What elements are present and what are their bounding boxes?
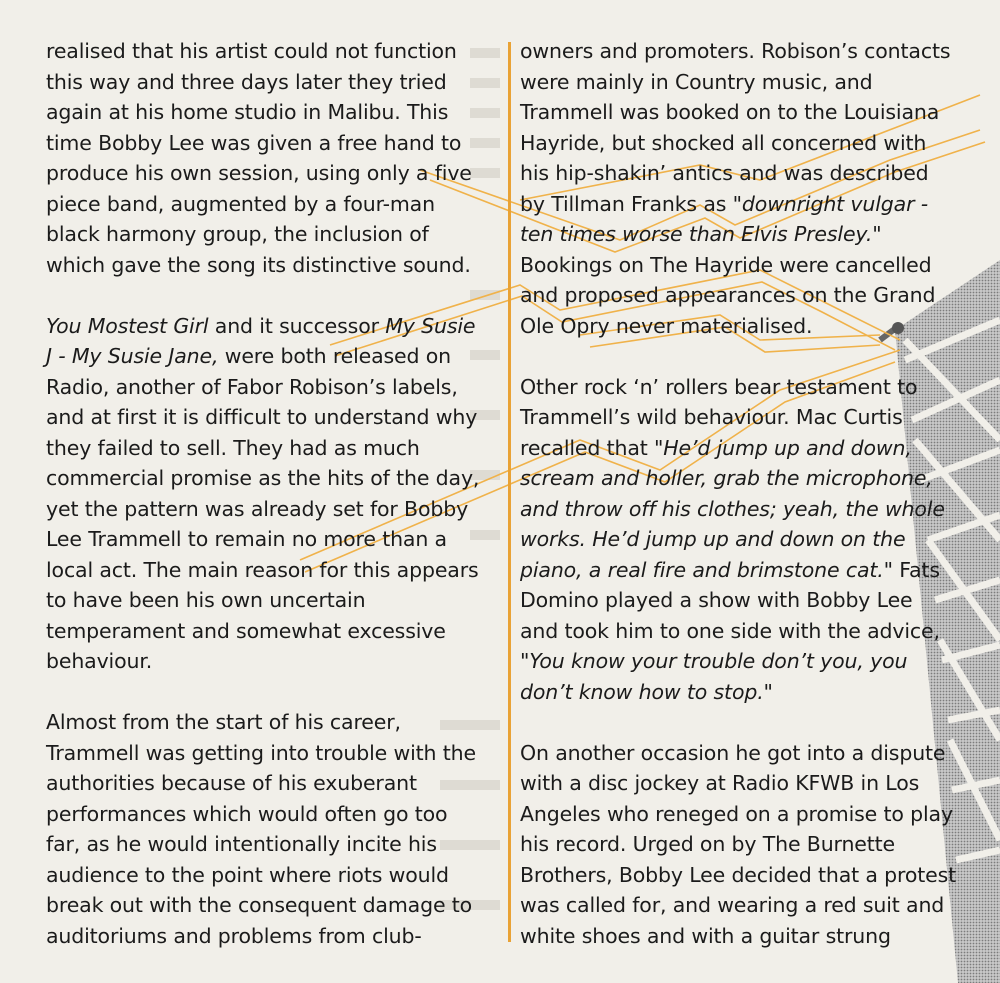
text-run: Other rock ‘n’ rollers bear testament to <box>520 374 918 399</box>
text-line <box>520 585 972 616</box>
text-run: Hayride, but shocked all concerned with <box>520 130 927 155</box>
text-line <box>520 433 972 464</box>
text-line <box>46 921 494 952</box>
text-line <box>46 646 494 677</box>
italic-text: "You know your trouble don’t you, you <box>520 649 908 673</box>
text-line <box>46 97 494 128</box>
text-run: yet the pattern was already set for Bobby <box>46 496 469 521</box>
paragraph-break <box>46 280 494 311</box>
text-run: local act. The main reason for this appears <box>46 557 479 582</box>
text-run: far, as he would intentionally incite his <box>46 832 437 856</box>
text-line <box>46 189 494 220</box>
text-run: behaviour. <box>46 649 153 673</box>
text-run: this way and three days later they tried <box>46 69 447 94</box>
text-line <box>46 250 494 281</box>
italic-text: scream and holler, grab the microphone, <box>520 466 933 490</box>
text-run: performances which would often go too <box>46 801 448 826</box>
text-run: was called for, and wearing a red suit and <box>520 893 945 917</box>
text-line <box>46 372 494 403</box>
text-run: temperament and somewhat excessive <box>46 618 446 643</box>
italic-text: works. He’d jump up and down on the <box>520 527 906 551</box>
italic-text: You Mostest Girl <box>46 313 209 338</box>
text-line <box>46 128 494 159</box>
text-run: black harmony group, the inclusion of <box>46 222 429 246</box>
text-line <box>46 616 494 647</box>
text-line <box>46 402 494 433</box>
text-run: Angeles who reneged on a promise to play <box>520 801 953 826</box>
text-line <box>520 250 972 281</box>
text-line <box>520 860 972 891</box>
text-run: which gave the song its distinctive sound. <box>46 252 471 277</box>
text-run: Almost from the start of his career, <box>46 710 401 734</box>
text-line <box>46 890 494 921</box>
text-line <box>520 67 972 98</box>
text-line <box>520 829 972 860</box>
text-line <box>520 555 972 586</box>
text-run: Ole Opry never materialised. <box>520 313 813 338</box>
text-run: piece band, augmented by a four-man <box>46 191 435 216</box>
text-run: with a disc jockey at Radio KFWB in Los <box>520 771 920 795</box>
text-run: recalled that <box>520 435 655 460</box>
text-run: were mainly in Country music, and <box>520 69 873 94</box>
text-line <box>520 280 972 311</box>
text-line <box>520 311 972 342</box>
right-text-column <box>520 36 972 951</box>
text-line <box>520 494 972 525</box>
italic-text: and throw off his clothes; yeah, the whole <box>520 496 945 521</box>
text-line <box>520 97 972 128</box>
text-run: On another occasion he got into a dispute <box>520 740 946 765</box>
text-line <box>520 524 972 555</box>
text-run: Domino played a show with Bobby Lee <box>520 588 913 612</box>
italic-text: "He’d jump up and down, <box>654 435 912 460</box>
text-run: to have been his own uncertain <box>46 588 366 612</box>
text-run: owners and promoters. Robison’s contacts <box>520 39 951 63</box>
italic-text: piano, a real fire and brimstone cat." <box>520 557 893 582</box>
text-line <box>46 463 494 494</box>
text-line <box>520 738 972 769</box>
text-line <box>520 158 972 189</box>
text-line <box>520 768 972 799</box>
text-line <box>46 707 494 738</box>
text-line <box>46 158 494 189</box>
text-line <box>46 585 494 616</box>
text-run: time Bobby Lee was given a free hand to <box>46 130 462 155</box>
italic-text: ten times worse than Elvis Presley." <box>520 222 882 246</box>
text-line <box>520 921 972 952</box>
text-line <box>46 799 494 830</box>
text-line <box>46 524 494 555</box>
text-run: Lee Trammell to remain no more than a <box>46 527 447 551</box>
italic-text: J - My Susie Jane, <box>46 344 219 368</box>
text-line <box>520 616 972 647</box>
text-line <box>520 799 972 830</box>
text-line <box>46 494 494 525</box>
text-line <box>520 36 972 67</box>
text-run: Brothers, Bobby Lee decided that a protest <box>520 862 957 887</box>
text-run: they failed to sell. They had as much <box>46 435 420 460</box>
text-line <box>46 219 494 250</box>
left-text-column <box>46 36 494 951</box>
text-run: his record. Urged on by The Burnette <box>520 832 896 856</box>
text-run: were both released on <box>218 344 451 368</box>
text-line <box>46 341 494 372</box>
text-run: Trammell was getting into trouble with the <box>46 740 476 765</box>
text-run: Trammell’s wild behaviour. Mac Curtis <box>520 405 903 429</box>
column-divider <box>508 42 511 942</box>
text-run: and it successor <box>208 313 386 338</box>
text-run: Fats <box>892 557 940 582</box>
text-line <box>46 311 494 342</box>
text-line <box>520 402 972 433</box>
text-line <box>520 677 972 708</box>
text-line <box>520 646 972 677</box>
paragraph-break <box>520 707 972 738</box>
text-run: and at first it is difficult to understand why <box>46 405 478 429</box>
text-run: commercial promise as the hits of the day, <box>46 466 480 490</box>
text-line <box>46 768 494 799</box>
text-line <box>520 372 972 403</box>
italic-text: "downright vulgar - <box>732 191 928 216</box>
text-run: white shoes and with a guitar strung <box>520 923 891 948</box>
text-line <box>46 36 494 67</box>
paragraph-break <box>46 677 494 708</box>
paragraph-break <box>520 341 972 372</box>
text-run: and proposed appearances on the Grand <box>520 283 936 307</box>
text-line <box>520 463 972 494</box>
text-run: by Tillman Franks as <box>520 191 733 216</box>
text-line <box>46 829 494 860</box>
italic-text: don’t know how to stop." <box>520 679 773 704</box>
text-line <box>520 189 972 220</box>
text-run: Bookings on The Hayride were cancelled <box>520 252 932 277</box>
text-run: produce his own session, using only a five <box>46 161 472 185</box>
text-run: Trammell was booked on to the Louisiana <box>520 100 940 124</box>
text-run: break out with the consequent damage to <box>46 893 473 917</box>
text-run: his hip-shakin’ antics and was described <box>520 161 929 185</box>
text-run: authorities because of his exuberant <box>46 771 417 795</box>
text-run: again at his home studio in Malibu. This <box>46 100 449 124</box>
text-line <box>520 890 972 921</box>
text-line <box>46 433 494 464</box>
text-line <box>520 219 972 250</box>
text-line <box>46 555 494 586</box>
text-run: and took him to one side with the advice, <box>520 618 940 643</box>
text-line <box>46 738 494 769</box>
text-line <box>46 860 494 891</box>
text-line <box>520 128 972 159</box>
italic-text: My Susie <box>385 313 476 338</box>
text-run: audience to the point where riots would <box>46 862 449 887</box>
text-run: auditoriums and problems from club- <box>46 923 422 948</box>
text-run: Radio, another of Fabor Robison’s labels, <box>46 374 458 399</box>
text-run: realised that his artist could not function <box>46 39 457 63</box>
text-line <box>46 67 494 98</box>
